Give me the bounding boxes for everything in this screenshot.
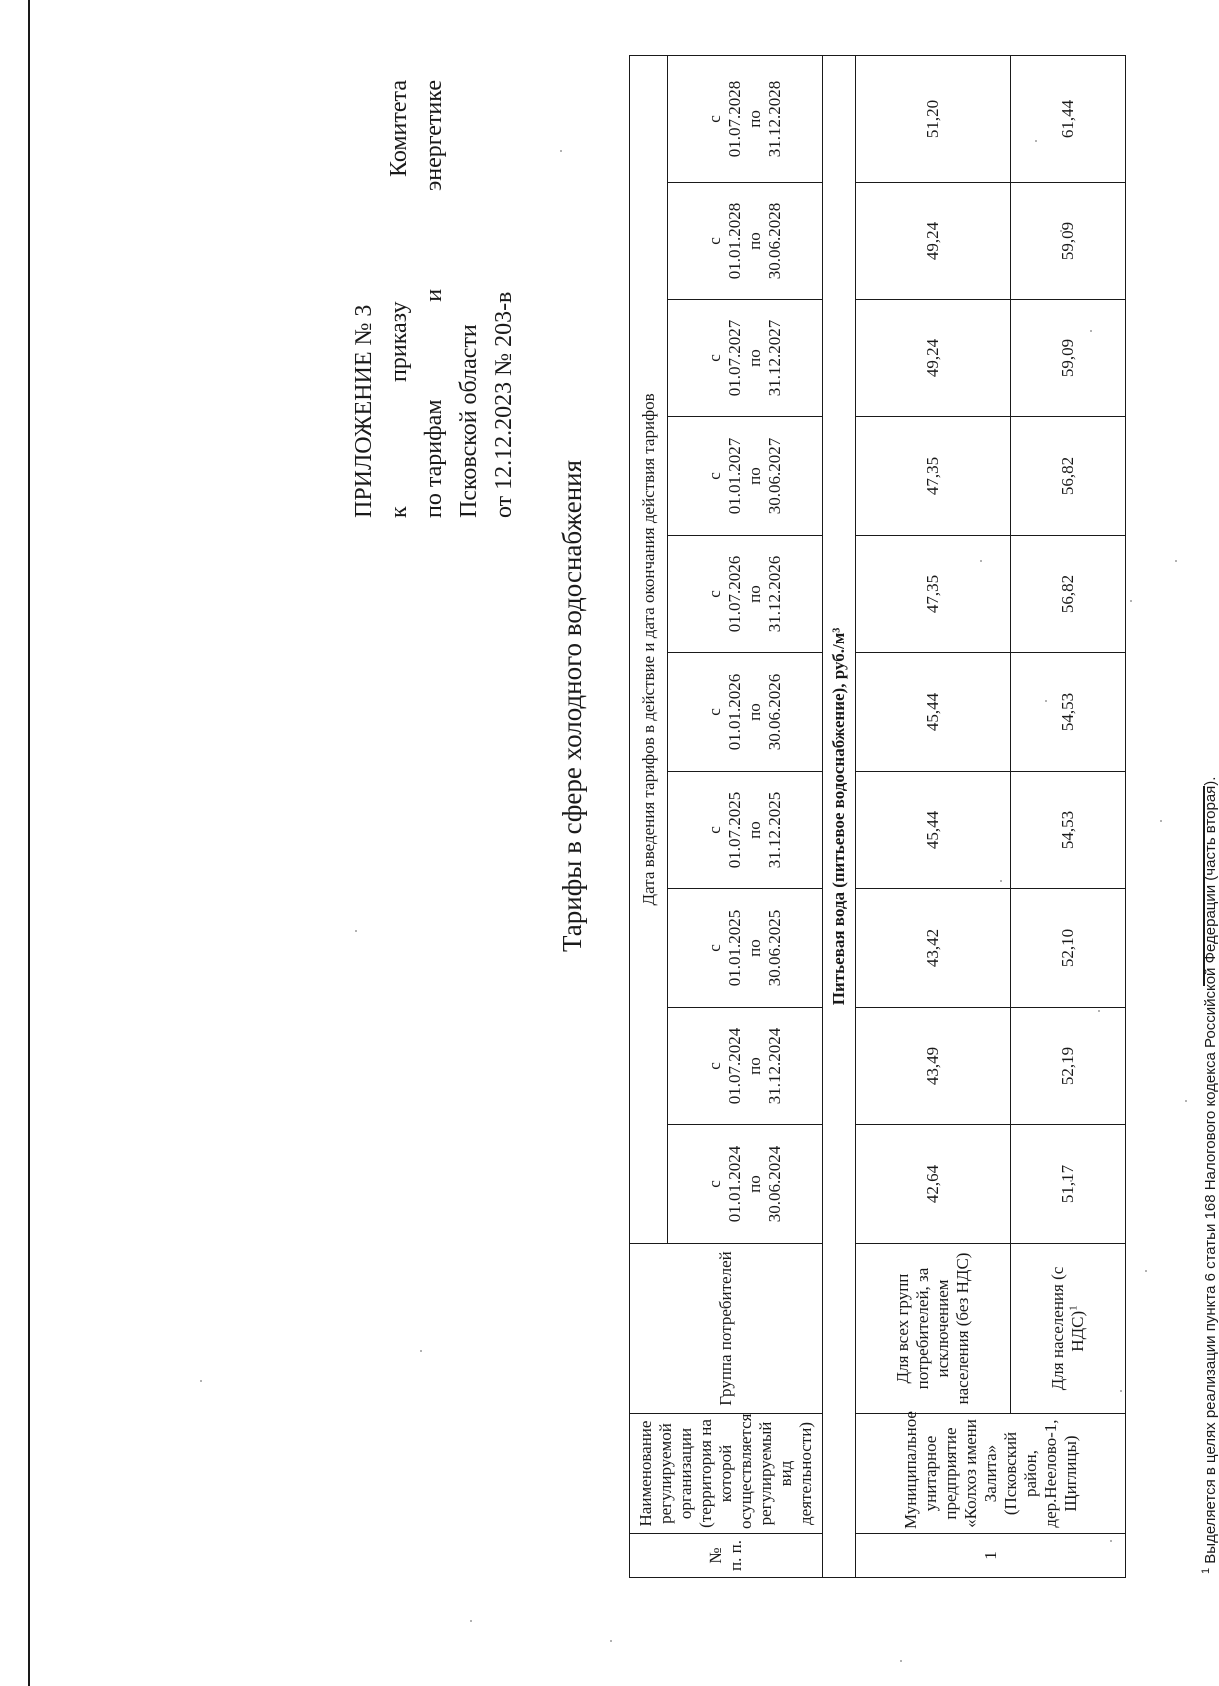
footnote-text: Выделяется в целях реализации пункта 6 статьи 168 Налогового кодекса Российской Федерации (часть вторая).: [1202, 776, 1219, 1568]
period-header: с 01.07.2024 по 31.12.2024: [668, 1008, 823, 1125]
period-header: с 01.07.2027 по 31.12.2027: [668, 300, 823, 417]
tariff-value: 52,10: [1011, 889, 1126, 1008]
tariff-value: 51,17: [1011, 1125, 1126, 1244]
table-header-row: [630, 55, 668, 1577]
tariff-value: 45,44: [856, 653, 1011, 772]
header-dates-title: Дата введения тарифов в действие и дата окончания действия тарифов: [630, 55, 668, 1243]
appendix-header: [347, 80, 522, 518]
header-consumer-group: Группа потребителей: [630, 1244, 823, 1414]
period-header: с 01.07.2026 по 31.12.2026: [668, 536, 823, 653]
consumer-group: Для всех групп потребителей, за исключением населения (без НДС): [856, 1244, 1011, 1414]
scan-left-edge: [28, 0, 30, 1686]
appendix-line-3: по тарифам и энергетике: [421, 80, 447, 518]
tariff-value: 42,64: [856, 1125, 1011, 1244]
tariff-value: 54,53: [1011, 653, 1126, 772]
tariff-value: 47,35: [856, 536, 1011, 653]
footnote-marker: 1: [1200, 1567, 1212, 1574]
tariff-value: 54,53: [1011, 772, 1126, 889]
table-row: [856, 55, 1011, 1577]
period-header: с 01.01.2025 по 30.06.2025: [668, 889, 823, 1008]
tariff-value: 45,44: [856, 772, 1011, 889]
footnote: [1202, 174, 1219, 1574]
tariff-value: 59,09: [1011, 183, 1126, 300]
tariff-value: 56,82: [1011, 536, 1126, 653]
tariff-value: 49,24: [856, 183, 1011, 300]
appendix-line-4: Псковской области: [456, 324, 482, 518]
table-row: [1011, 55, 1126, 1577]
tariff-value: 56,82: [1011, 417, 1126, 536]
section-row: [823, 55, 856, 1577]
tariff-value: 59,09: [1011, 300, 1126, 417]
period-header: с 01.01.2024 по 30.06.2024: [668, 1125, 823, 1244]
consumer-group: Для населения (с НДС)$^1$: [1011, 1244, 1126, 1414]
period-header: с 01.01.2027 по 30.06.2027: [668, 417, 823, 536]
appendix-line-2: к приказу Комитета: [386, 80, 412, 518]
tariff-table: [629, 55, 1126, 1578]
tariff-value: 47,35: [856, 417, 1011, 536]
appendix-number: ПРИЛОЖЕНИЕ № 3: [351, 304, 377, 518]
row-number: 1: [856, 1534, 1126, 1578]
footnote-ref: 1: [1067, 1305, 1080, 1311]
period-header: с 01.07.2025 по 31.12.2025: [668, 772, 823, 889]
document-title: Тарифы в сфере холодного водоснабжения: [557, 459, 587, 953]
document-page: [160, 6, 1219, 1686]
organization-name: Муниципальное унитарное предприятие «Колхоз имени Залита» (Псковский район, дер.Неелово-1, Щиглицы): [856, 1414, 1126, 1534]
tariff-value: 51,20: [856, 55, 1011, 182]
header-organization: Наименование регулируемой организации (территория на которой осуществляется регулируемый вид деятельности): [630, 1414, 823, 1534]
section-title: Питьевая вода (питьевое водоснабжение), руб./м³: [823, 55, 856, 1577]
appendix-order-date: от 12.12.2023 № 203-в: [491, 291, 517, 518]
tariff-value: 43,49: [856, 1008, 1011, 1125]
tariff-value: 61,44: [1011, 55, 1126, 182]
period-header: с 01.01.2028 по 30.06.2028: [668, 183, 823, 300]
period-header: с 01.01.2026 по 30.06.2026: [668, 653, 823, 772]
tariff-value: 43,42: [856, 889, 1011, 1008]
header-number: № п. п.: [630, 1534, 823, 1578]
tariff-value: 52,19: [1011, 1008, 1126, 1125]
tariff-value: 49,24: [856, 300, 1011, 417]
period-header: с 01.07.2028 по 31.12.2028: [668, 55, 823, 182]
